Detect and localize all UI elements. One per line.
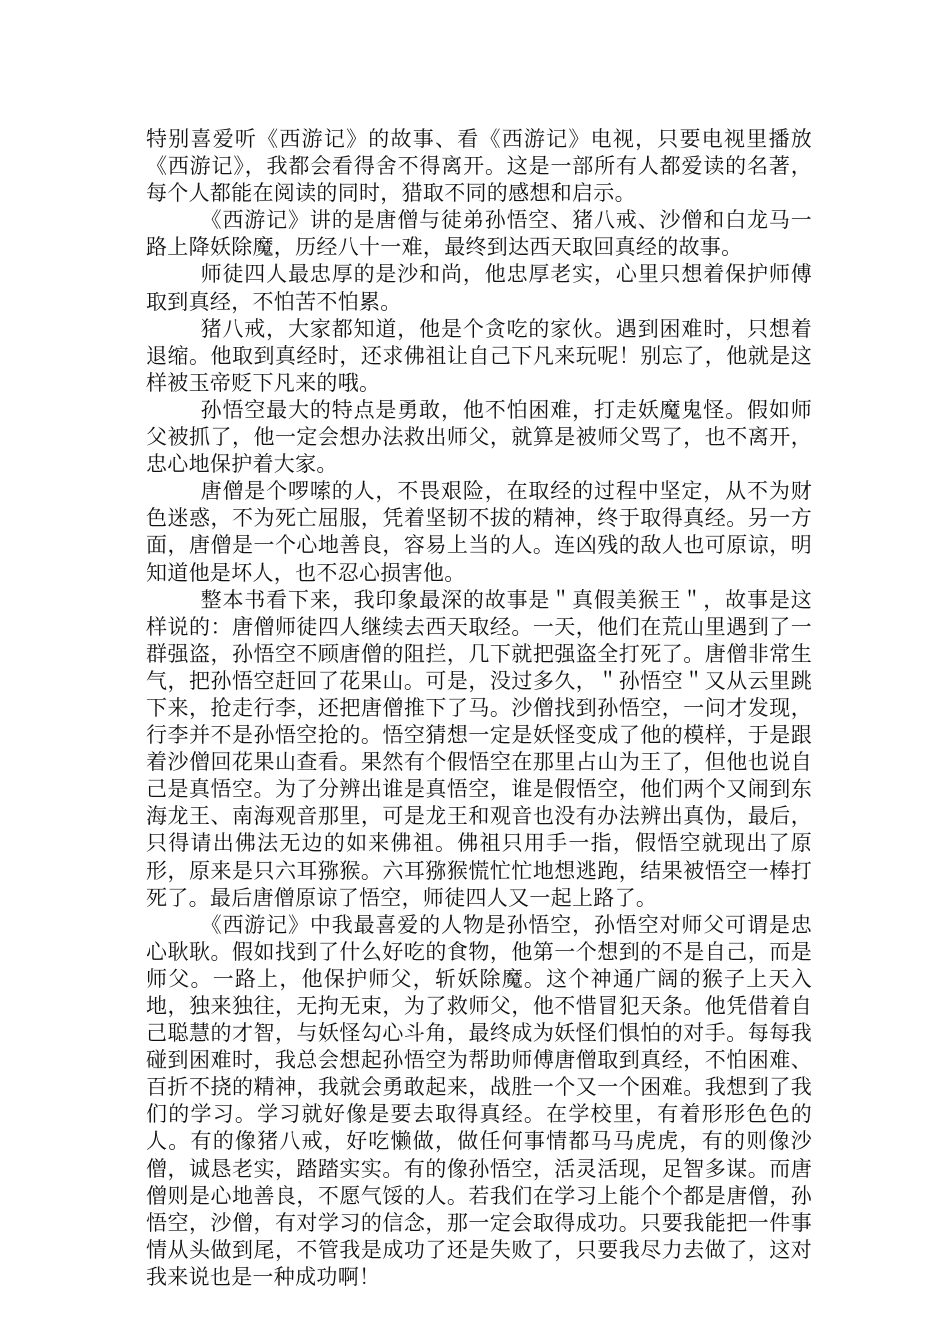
- paragraph-favorite-character: 《西游记》中我最喜爱的人物是孙悟空，孙悟空对师父可谓是忠心耿耿。假如找到了什么好吃的食物，他第一个想到的不是自己，而是师父。一路上，他保护师父，斩妖除魔。这个神通广阔的猴子上天入地，独来独往，无拘无束，为了救师父，他不惜冒犯天条。他凭借着自己聪慧的才智，与妖怪勾心斗角，最终成为妖怪们惧怕的对手。每每我碰到困难时，我总会想起孙悟空为帮助师傅唐僧取到真经，不怕困难、百折不挠的精神，我就会勇敢起来，战胜一个又一个困难。我想到了我们的学习。学习就好像是要去取得真经。在学校里，有着形形色色的人。有的像猪八戒，好吃懒做，做任何事情都马马虎虎，有的则像沙僧，诚恳老实，踏踏实实。有的像孙悟空，活灵活现，足智多谋。而唐僧则是心地善良，不愿气馁的人。若我们在学习上能个个都是唐僧，孙悟空，沙僧，有对学习的信念，那一定会取得成功。只要我能把一件事情从头做到尾，不管我是成功了还是失败了，只要我尽力去做了，这对我来说也是一种成功啊！: [146, 912, 812, 1289]
- paragraph-story-summary: 《西游记》讲的是唐僧与徒弟孙悟空、猪八戒、沙僧和白龙马一路上降妖除魔，历经八十一难，最终到达西天取回真经的故事。: [146, 208, 812, 260]
- paragraph-sun-wukong: 孙悟空最大的特点是勇敢，他不怕困难，打走妖魔鬼怪。假如师父被抓了，他一定会想办法救出师父，就算是被师父骂了，也不离开，忠心地保护着大家。: [146, 397, 812, 477]
- paragraph-true-false-monkey-king: 整本书看下来，我印象最深的故事是＂真假美猴王＂，故事是这样说的：唐僧师徒四人继续去西天取经。一天，他们在荒山里遇到了一群强盗，孙悟空不顾唐僧的阻拦，几下就把强盗全打死了。唐僧非常生气，把孙悟空赶回了花果山。可是，没过多久，＂孙悟空＂又从云里跳下来，抢走行李，还把唐僧推下了马。沙僧找到孙悟空，一问才发现，行李并不是孙悟空抢的。悟空猜想一定是妖怪变成了他的模样，于是跟着沙僧回花果山查看。果然有个假悟空在那里占山为王了，但他也说自己是真悟空。为了分辨出谁是真悟空，谁是假悟空，他们两个又闹到东海龙王、南海观音那里，可是龙王和观音也没有办法辨出真伪，最后，只得请出佛法无边的如来佛祖。佛祖只用手一指，假悟空就现出了原形，原来是只六耳猕猴。六耳猕猴慌忙忙地想逃跑，结果被悟空一棒打死了。最后唐僧原谅了悟空，师徒四人又一起上路了。: [146, 587, 812, 910]
- paragraph-tang-seng: 唐僧是个啰嗦的人，不畏艰险，在取经的过程中坚定，从不为财色迷惑，不为死亡屈服，凭着坚韧不拔的精神，终于取得真经。另一方面，唐僧是一个心地善良，容易上当的人。连凶残的敌人也可原谅，明知道他是坏人，也不忍心损害他。: [146, 479, 812, 585]
- paragraph-intro: 特别喜爱听《西游记》的故事、看《西游记》电视，只要电视里播放《西游记》，我都会看得舍不得离开。这是一部所有人都爱读的名著，每个人都能在阅读的同时，猎取不同的感想和启示。: [146, 127, 812, 206]
- essay-body: [146, 126, 812, 1291]
- paragraph-zhu-bajie: 猪八戒，大家都知道，他是个贪吃的家伙。遇到困难时，只想着退缩。他取到真经时，还求佛祖让自己下凡来玩呢！别忘了，他就是这样被玉帝贬下凡来的哦。: [146, 316, 812, 395]
- paragraph-sha-heshang: 师徒四人最忠厚的是沙和尚，他忠厚老实，心里只想着保护师傅取到真经，不怕苦不怕累。: [146, 262, 812, 314]
